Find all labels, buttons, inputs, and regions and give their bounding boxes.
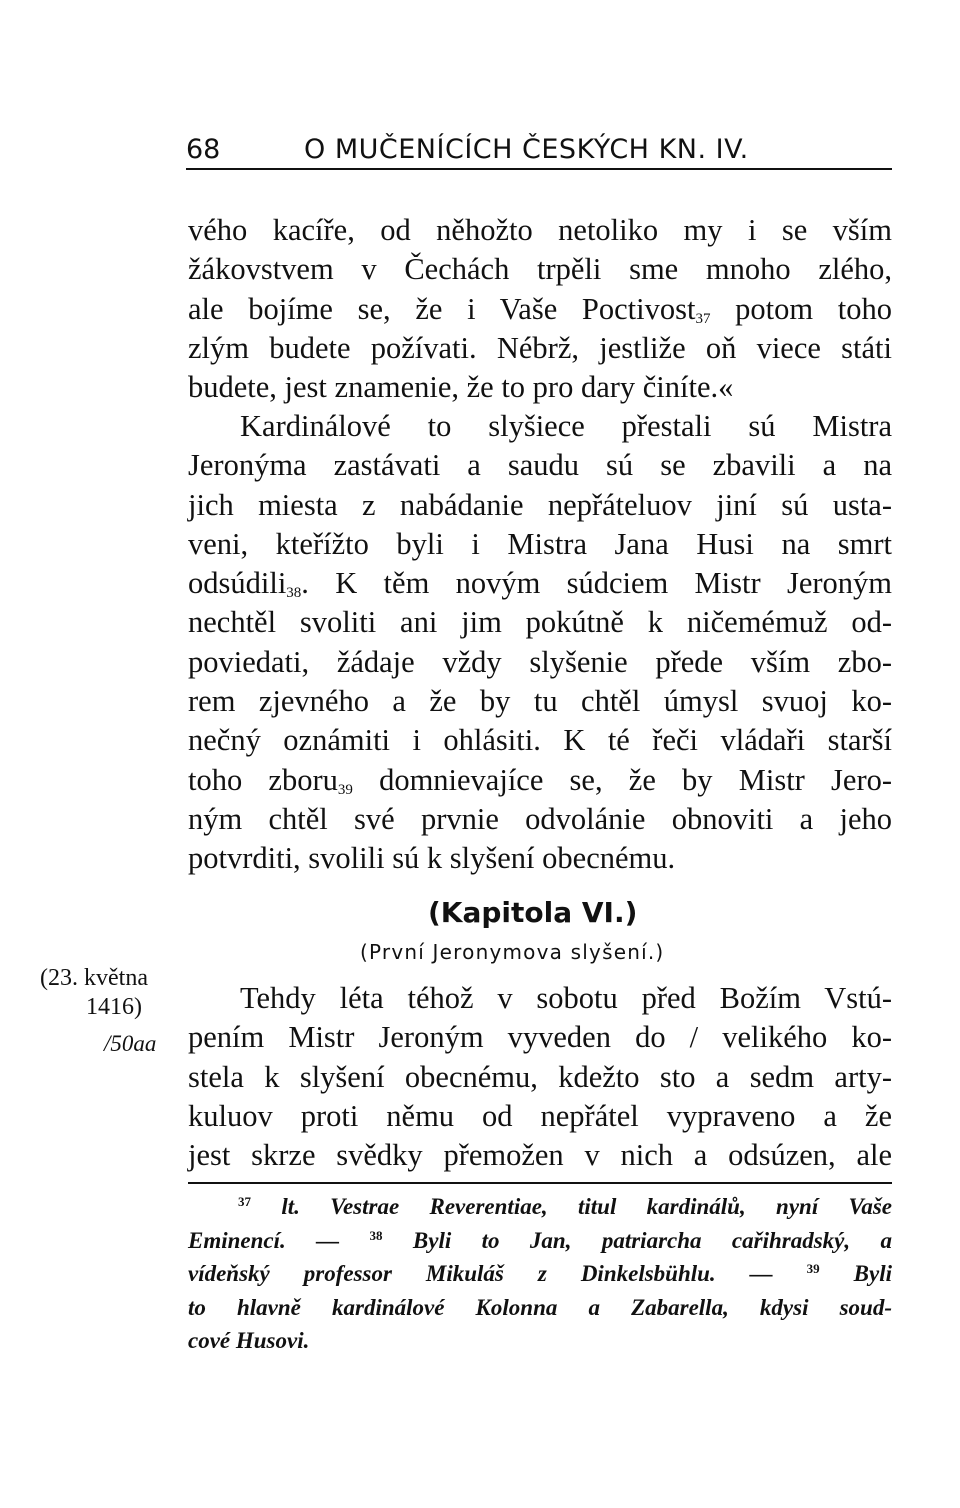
footnote-number: 39 [806, 1261, 820, 1276]
header-rule [186, 168, 892, 170]
text-line: Kardinálové to slyšiece přestali sú Mistra [240, 409, 892, 443]
paragraph-3 [188, 979, 892, 1175]
chapter-subtitle: (První Jeronymova slyšení.) [360, 940, 665, 964]
text-line: kuluov proti němu od nepřátel vypraveno a že [188, 1098, 892, 1133]
text-line: jest skrze svědky přemožen v nich a odsúzen, ale [188, 1138, 892, 1173]
footnote-line: $^{37}$ lt. Vestrae Reverentiae, titul kardinálů, nyní Vaše [238, 1194, 893, 1219]
margin-folio-mark: /50aa [104, 1031, 157, 1056]
text-line: poviedati, žádaje vždy slyšenie přede vším zbo- [188, 644, 892, 679]
text-line: potvrditi, svolili sú k slyšení obecnému. [188, 841, 676, 876]
footnote-ref: 38 [286, 585, 302, 602]
running-title: O MUČENÍCÍCH ČESKÝCH KN. IV. [304, 134, 749, 165]
footnote-number: 37 [238, 1194, 251, 1209]
footnote-line: to hlavně kardinálové Kolonna a Zabarella, kdysi soud- [188, 1294, 892, 1320]
paragraph-1 [188, 211, 892, 407]
margin-date-line-2: 1416) [86, 994, 142, 1020]
margin-date-line-1: (23. května [40, 965, 148, 991]
text-line: ným chtěl své prvnie odvolánie obnoviti a jeho [188, 801, 892, 836]
text-line: pením Mistr Jeroným vyveden do / velikého ko- [188, 1020, 892, 1055]
text-line: žákovstvem v Čechách trpěli sme mnoho zlého, [188, 252, 892, 287]
text-line: veni, kteřížto byli i Mistra Jana Husi na smrt [188, 526, 892, 561]
text-line: toho zboru$_{39}$ domnievajíce se, že by Mistr Jero- [188, 762, 893, 798]
footnote-line: cové Husovi. [188, 1328, 310, 1353]
text-line: stela k slyšení obecnému, kdežto sto a sedm arty- [188, 1059, 892, 1094]
text-line: ale bojíme se, že i Vaše Poctivost$_{37}$ potom toho [188, 291, 893, 327]
text-line: budete, jest znamenie, že to pro dary činíte.« [188, 370, 734, 405]
running-header [186, 130, 892, 170]
paragraph-2 [188, 407, 892, 879]
footnote-ref: 39 [337, 781, 353, 798]
page-number: 68 [186, 134, 221, 165]
text-line: odsúdili$_{38}$. K těm novým súdciem Mistr Jeroným [188, 566, 892, 602]
footnote-line: vídeňský professor Mikuláš z Dinkelsbühlu. — $^{39}$ Byli [188, 1261, 892, 1286]
text-line: nechtěl svoliti ani jim pokútně k ničemémuž od- [188, 605, 892, 640]
footnote-number: 38 [369, 1227, 383, 1243]
chapter-title: (Kapitola VI.) [428, 896, 638, 929]
text-line: rem zjevného a že by tu chtěl úmysl svuoj ko- [188, 684, 892, 719]
footnote-rule [188, 1182, 892, 1184]
text-line: jich miesta z nabádanie nepřáteluov jiní sú usta- [188, 487, 892, 522]
text-line: zlým budete požívati. Nébrž, jestliže oň viece státi [188, 330, 892, 365]
text-line: Tehdy léta téhož v sobotu před Božím Vstú- [240, 981, 892, 1015]
footnote-ref: 37 [695, 310, 711, 327]
footnote-line: Eminencí. — $^{38}$ Byli to Jan, patriarcha cařihradský, a [188, 1227, 892, 1253]
text-line: nečný oznámiti i ohlásiti. K té řeči vládaři starší [188, 723, 892, 758]
text-line: Jeronýma zastávati a saudu sú se zbavili a na [188, 448, 892, 483]
text-line: vého kacíře, od něhožto netoliko my i se vším [188, 213, 892, 247]
footnotes [188, 1190, 892, 1358]
